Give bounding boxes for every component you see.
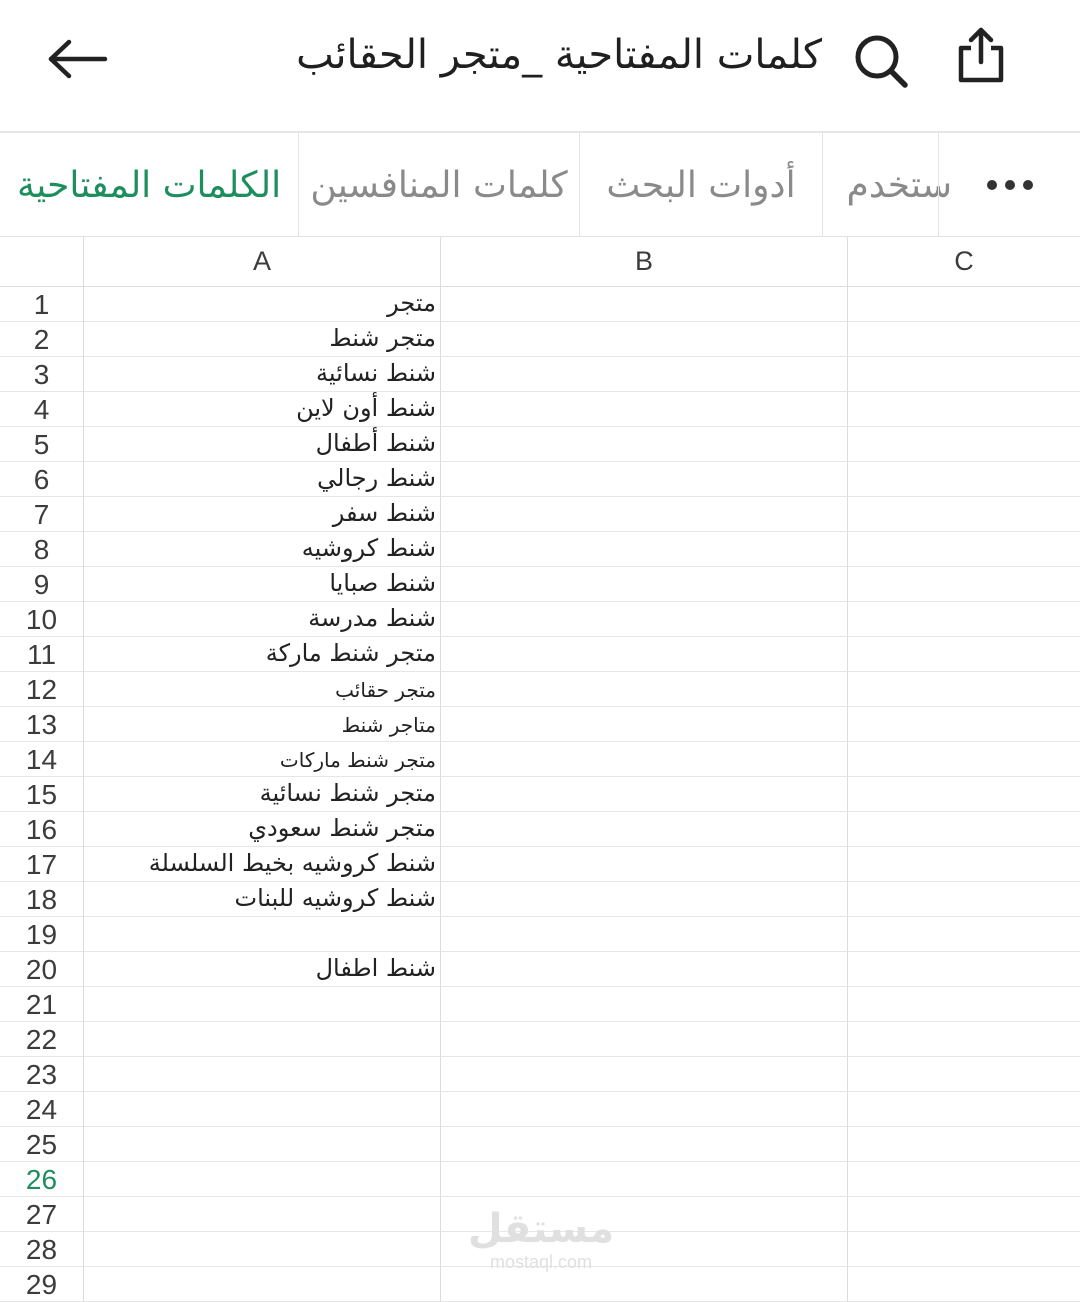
cell-b[interactable] [441,1092,848,1127]
cell-c[interactable] [848,567,1080,602]
cell-b[interactable] [441,497,848,532]
watermark-main: مستقل [467,1206,615,1252]
table-row [0,287,1080,322]
cell-c[interactable] [848,427,1080,462]
cell-c[interactable] [848,287,1080,322]
document-title: كلمات المفتاحية _متجر الحقائب [296,32,822,78]
cell-c[interactable] [848,322,1080,357]
table-row [0,917,1080,952]
row-header[interactable]: 10 [0,602,84,637]
cell-a[interactable] [84,1232,441,1267]
cell-c[interactable] [848,1092,1080,1127]
back-button[interactable] [38,24,118,94]
cell-c[interactable] [848,1267,1080,1302]
cell-a[interactable] [84,1267,441,1302]
tab-user[interactable] [822,133,952,237]
row-header[interactable]: 2 [0,322,84,357]
cell-a[interactable]: شنط مدرسة [84,602,441,637]
cell-a[interactable]: متجر شنط نسائية [84,777,441,812]
cell-a[interactable]: متجر شنط سعودي [84,812,441,847]
search-button[interactable] [848,28,914,94]
cell-c[interactable] [848,672,1080,707]
cell-b[interactable] [441,462,848,497]
cell-c[interactable] [848,882,1080,917]
cell-b[interactable] [441,1127,848,1162]
cell-c[interactable] [848,1127,1080,1162]
cell-a[interactable] [84,1092,441,1127]
cell-c[interactable] [848,707,1080,742]
cell-b[interactable] [441,1162,848,1197]
row-header[interactable]: 25 [0,1127,84,1162]
row-header[interactable]: 23 [0,1057,84,1092]
cell-a[interactable]: متاجر شنط [84,707,441,742]
tab-competitor-keywords[interactable] [298,133,579,237]
column-header-row [0,237,1080,287]
table-row [0,532,1080,567]
cell-b[interactable] [441,952,848,987]
row-header[interactable]: 26 [0,1162,84,1197]
column-header-a[interactable]: A [84,237,441,287]
table-row [0,637,1080,672]
table-row [0,1092,1080,1127]
cell-b[interactable] [441,427,848,462]
table-row [0,1057,1080,1092]
table-row [0,462,1080,497]
row-header[interactable]: 11 [0,637,84,672]
cell-b[interactable] [441,602,848,637]
cell-b[interactable] [441,532,848,567]
tab-label: أدوات البحث [606,164,796,206]
cell-a[interactable]: شنط كروشيه للبنات [84,882,441,917]
tab-label: ستخدم [846,164,952,206]
cell-a[interactable]: شنط رجالي [84,462,441,497]
table-row [0,322,1080,357]
cell-c[interactable] [848,777,1080,812]
cell-c[interactable] [848,637,1080,672]
cell-c[interactable] [848,987,1080,1022]
row-header[interactable]: 13 [0,707,84,742]
row-header[interactable]: 6 [0,462,84,497]
cell-c[interactable] [848,1232,1080,1267]
cell-a[interactable]: متجر حقائب [84,672,441,707]
table-row [0,777,1080,812]
cell-c[interactable] [848,952,1080,987]
row-header[interactable]: 5 [0,427,84,462]
row-header[interactable]: 16 [0,812,84,847]
cell-a[interactable]: شنط سفر [84,497,441,532]
table-row [0,742,1080,777]
cell-a[interactable]: متجر شنط ماركة [84,637,441,672]
cell-a[interactable] [84,1162,441,1197]
share-button[interactable] [948,22,1014,88]
cell-b[interactable] [441,672,848,707]
cell-c[interactable] [848,847,1080,882]
row-header[interactable]: 4 [0,392,84,427]
grid-rows [0,287,1080,1302]
share-icon [955,26,1007,84]
row-header[interactable]: 1 [0,287,84,322]
cell-a[interactable] [84,917,441,952]
cell-c[interactable] [848,497,1080,532]
cell-a[interactable] [84,1127,441,1162]
cell-b[interactable] [441,357,848,392]
cell-a[interactable]: متجر [84,287,441,322]
cell-a[interactable]: شنط اطفال [84,952,441,987]
cell-c[interactable] [848,602,1080,637]
row-header[interactable]: 17 [0,847,84,882]
top-toolbar [0,0,1080,130]
cell-a[interactable]: شنط كروشيه [84,532,441,567]
cell-c[interactable] [848,742,1080,777]
row-header[interactable]: 21 [0,987,84,1022]
cell-b[interactable] [441,882,848,917]
row-header[interactable]: 24 [0,1092,84,1127]
cell-a[interactable] [84,1022,441,1057]
cell-c[interactable] [848,1057,1080,1092]
table-row [0,357,1080,392]
cell-b[interactable] [441,637,848,672]
more-horizontal-icon [986,179,1034,191]
cell-a[interactable]: شنط كروشيه بخيط السلسلة [84,847,441,882]
cell-c[interactable] [848,1197,1080,1232]
table-row [0,672,1080,707]
cell-a[interactable] [84,1057,441,1092]
cell-b[interactable] [441,917,848,952]
cell-a[interactable] [84,987,441,1022]
table-row [0,987,1080,1022]
column-header-b[interactable]: B [441,237,848,287]
row-header[interactable]: 18 [0,882,84,917]
cell-a[interactable] [84,1197,441,1232]
cell-c[interactable] [848,462,1080,497]
cell-b[interactable] [441,287,848,322]
tab-label: كلمات المنافسين [310,164,568,206]
row-header[interactable]: 20 [0,952,84,987]
watermark-logo [466,1205,616,1275]
row-header[interactable]: 12 [0,672,84,707]
more-tabs-button[interactable] [938,133,1080,237]
table-row [0,812,1080,847]
cell-c[interactable] [848,917,1080,952]
search-icon [852,32,910,90]
row-header[interactable]: 3 [0,357,84,392]
cell-a[interactable]: شنط أون لاين [84,392,441,427]
table-row [0,952,1080,987]
row-header[interactable]: 22 [0,1022,84,1057]
table-row [0,392,1080,427]
row-header[interactable]: 15 [0,777,84,812]
cell-b[interactable] [441,847,848,882]
cell-c[interactable] [848,1022,1080,1057]
table-row [0,707,1080,742]
table-row [0,847,1080,882]
tab-research-tools[interactable] [579,133,822,237]
cell-b[interactable] [441,777,848,812]
cell-b[interactable] [441,707,848,742]
sheet-tab-bar [0,131,1080,237]
row-header[interactable]: 14 [0,742,84,777]
tab-keywords[interactable] [0,133,298,237]
cell-b[interactable] [441,812,848,847]
table-row [0,427,1080,462]
row-header[interactable]: 19 [0,917,84,952]
cell-c[interactable] [848,532,1080,567]
cell-b[interactable] [441,1022,848,1057]
row-header[interactable]: 28 [0,1232,84,1267]
cell-b[interactable] [441,322,848,357]
select-all-corner[interactable] [0,237,84,287]
cell-a[interactable]: شنط صبايا [84,567,441,602]
table-row [0,1022,1080,1057]
cell-c[interactable] [848,1162,1080,1197]
cell-b[interactable] [441,742,848,777]
table-row [0,882,1080,917]
cell-a[interactable]: شنط نسائية [84,357,441,392]
cell-c[interactable] [848,812,1080,847]
row-header[interactable]: 29 [0,1267,84,1302]
row-header[interactable]: 9 [0,567,84,602]
cell-b[interactable] [441,567,848,602]
table-row [0,497,1080,532]
spreadsheet-grid [0,237,1080,1301]
cell-b[interactable] [441,392,848,427]
cell-b[interactable] [441,1057,848,1092]
cell-a[interactable]: شنط أطفال [84,427,441,462]
row-header[interactable]: 8 [0,532,84,567]
table-row [0,1162,1080,1197]
table-row [0,567,1080,602]
cell-b[interactable] [441,987,848,1022]
row-header[interactable]: 7 [0,497,84,532]
row-header[interactable]: 27 [0,1197,84,1232]
arrow-left-icon [47,39,109,79]
tab-label: الكلمات المفتاحية [16,164,282,206]
cell-c[interactable] [848,392,1080,427]
watermark-sub: mostaql.com [489,1252,593,1272]
table-row [0,602,1080,637]
table-row [0,1127,1080,1162]
cell-a[interactable]: متجر شنط [84,322,441,357]
column-header-c[interactable]: C [848,237,1080,287]
cell-c[interactable] [848,357,1080,392]
cell-a[interactable]: متجر شنط ماركات [84,742,441,777]
